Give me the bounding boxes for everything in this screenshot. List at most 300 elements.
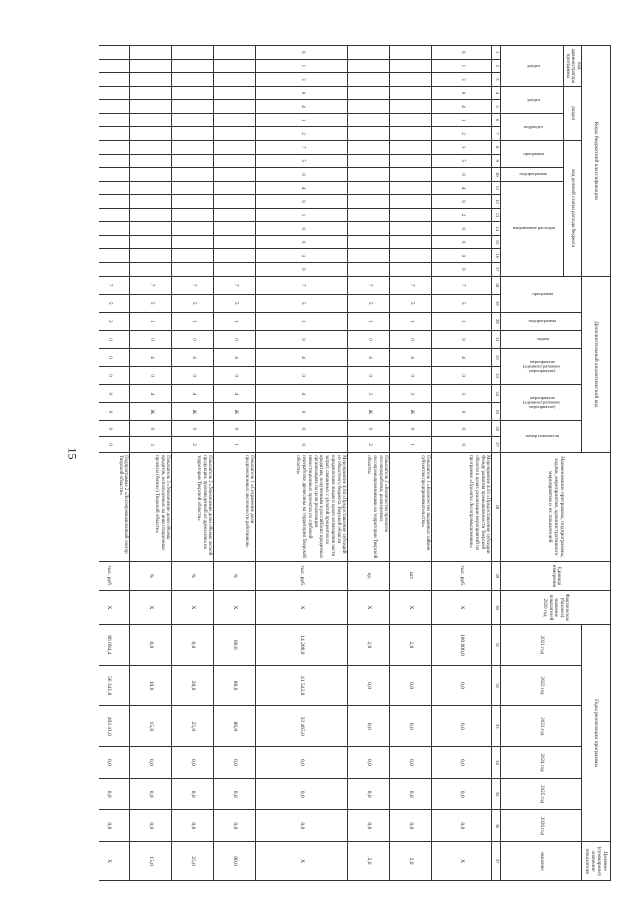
year-value: 0,0 bbox=[130, 747, 172, 779]
code-cell: 1 bbox=[432, 312, 492, 330]
code-cell bbox=[99, 100, 130, 114]
year-value: 0,0 bbox=[99, 778, 130, 810]
header-admin-code: код администратора программы bbox=[564, 46, 582, 87]
row-target-value: 2,0 bbox=[348, 842, 390, 881]
column-index: 13 bbox=[492, 208, 501, 222]
code-cell: 0 bbox=[99, 403, 130, 421]
column-index: 34 bbox=[492, 747, 501, 779]
header-admin-col: раздел bbox=[501, 46, 564, 87]
header-subprogram-pr: подпрограмма bbox=[501, 312, 582, 330]
code-cell bbox=[390, 73, 432, 87]
code-cell: 3 bbox=[256, 249, 348, 263]
code-cell: 0 bbox=[214, 330, 256, 348]
code-cell bbox=[214, 73, 256, 87]
code-cell bbox=[130, 263, 172, 277]
row-target-value: 15,0 bbox=[130, 842, 172, 881]
header-year-4: 2024 год bbox=[501, 747, 582, 779]
code-cell: 0 bbox=[256, 437, 348, 453]
column-index: 35 bbox=[492, 778, 501, 810]
year-value: 0,0 bbox=[99, 747, 130, 779]
code-cell bbox=[172, 127, 214, 141]
table-rotator bbox=[99, 45, 611, 881]
code-cell bbox=[130, 222, 172, 236]
year-value: 80,0 bbox=[214, 665, 256, 706]
code-cell bbox=[130, 168, 172, 182]
code-cell bbox=[214, 168, 256, 182]
header-razdel-col: раздел bbox=[501, 86, 564, 113]
column-index: 25 bbox=[492, 403, 501, 421]
year-value: 0,0 bbox=[172, 778, 214, 810]
code-cell bbox=[99, 181, 130, 195]
code-cell: 3 bbox=[256, 73, 348, 87]
code-cell: 1 bbox=[348, 312, 390, 330]
code-cell: Ж bbox=[214, 403, 256, 421]
year-value: 0,0 bbox=[172, 810, 214, 842]
row-base-value: X bbox=[130, 591, 172, 625]
code-cell: 7 bbox=[390, 276, 432, 294]
code-cell bbox=[214, 195, 256, 209]
year-value: 0,0 bbox=[432, 706, 492, 747]
code-cell: Ж bbox=[130, 403, 172, 421]
code-cell: 0 bbox=[432, 330, 492, 348]
code-cell: 0 bbox=[256, 86, 348, 100]
code-cell bbox=[348, 59, 390, 73]
code-cell: 2 bbox=[172, 437, 214, 453]
table-row bbox=[390, 46, 432, 881]
column-index: 3 bbox=[492, 73, 501, 87]
code-cell bbox=[99, 235, 130, 249]
code-cell: Ж bbox=[348, 403, 390, 421]
code-cell bbox=[348, 222, 390, 236]
table-row bbox=[256, 46, 348, 881]
code-cell: 0 bbox=[130, 421, 172, 437]
code-cell: 1 bbox=[214, 312, 256, 330]
code-cell bbox=[214, 222, 256, 236]
table-row bbox=[348, 46, 390, 881]
row-base-value: X bbox=[390, 591, 432, 625]
code-cell: 0 bbox=[390, 367, 432, 385]
header-years: Годы реализации программы bbox=[582, 624, 611, 841]
row-name: Показатель 1 «Количество выданных займов субъектам предпринимательства» bbox=[390, 453, 432, 562]
code-cell: 0 bbox=[432, 168, 492, 182]
column-index: 23 bbox=[492, 367, 501, 385]
row-unit: % bbox=[172, 561, 214, 590]
column-index: 24 bbox=[492, 385, 501, 403]
code-cell bbox=[214, 249, 256, 263]
row-base-value: X bbox=[99, 591, 130, 625]
code-cell: 4 bbox=[390, 348, 432, 366]
code-cell: 0 bbox=[432, 403, 492, 421]
header-year-3: 2023 год bbox=[501, 706, 582, 747]
year-value: 2,0 bbox=[348, 624, 390, 665]
code-cell bbox=[214, 113, 256, 127]
code-cell: 0 bbox=[256, 421, 348, 437]
row-unit: тыс. руб. bbox=[432, 561, 492, 590]
code-cell: 5 bbox=[214, 294, 256, 312]
code-cell: 0 bbox=[99, 437, 130, 453]
year-value: 403 41,0 bbox=[99, 706, 130, 747]
column-index: 15 bbox=[492, 235, 501, 249]
code-cell bbox=[130, 113, 172, 127]
code-cell: 3 bbox=[432, 140, 492, 154]
code-cell: 0 bbox=[432, 437, 492, 453]
row-base-value: X bbox=[256, 591, 348, 625]
column-index: 26 bbox=[492, 421, 501, 437]
code-cell: 1 bbox=[214, 437, 256, 453]
column-index: 31 bbox=[492, 624, 501, 665]
column-index: 29 bbox=[492, 561, 501, 590]
header-direction-col: направление расходов bbox=[501, 181, 564, 276]
code-cell bbox=[172, 100, 214, 114]
column-index: 27 bbox=[492, 437, 501, 453]
year-value: 0,0 bbox=[130, 810, 172, 842]
code-cell: 5 bbox=[130, 294, 172, 312]
code-cell: 4 bbox=[432, 100, 492, 114]
code-cell bbox=[99, 208, 130, 222]
year-value: 0,0 bbox=[390, 747, 432, 779]
column-index: 9 bbox=[492, 154, 501, 168]
code-cell: 5 bbox=[432, 154, 492, 168]
year-value: 20,0 bbox=[172, 665, 214, 706]
row-base-value: X bbox=[172, 591, 214, 625]
code-cell: 0 bbox=[432, 86, 492, 100]
header-budget-codes: Коды бюджетной классификации bbox=[582, 46, 611, 277]
code-cell bbox=[130, 140, 172, 154]
year-value: 0,0 bbox=[390, 665, 432, 706]
code-cell bbox=[390, 86, 432, 100]
year-value: 56 341,8 bbox=[99, 665, 130, 706]
column-index: 1 bbox=[492, 46, 501, 60]
code-cell: 0 bbox=[99, 421, 130, 437]
code-cell: 4 bbox=[130, 348, 172, 366]
code-cell bbox=[172, 140, 214, 154]
code-cell bbox=[172, 235, 214, 249]
code-cell: 5 bbox=[99, 294, 130, 312]
code-cell: 0 bbox=[432, 421, 492, 437]
column-index: 33 bbox=[492, 706, 501, 747]
column-index: 6 bbox=[492, 113, 501, 127]
column-index: 10 bbox=[492, 168, 501, 182]
code-cell bbox=[172, 59, 214, 73]
row-unit: % bbox=[214, 561, 256, 590]
code-cell bbox=[348, 208, 390, 222]
code-cell: 7 bbox=[214, 276, 256, 294]
column-index: 5 bbox=[492, 100, 501, 114]
code-cell: 0 bbox=[390, 421, 432, 437]
column-index: 18 bbox=[492, 276, 501, 294]
code-cell: 0 bbox=[214, 367, 256, 385]
column-index: 11 bbox=[492, 181, 501, 195]
code-cell bbox=[130, 127, 172, 141]
code-cell: 0 bbox=[256, 195, 348, 209]
code-cell bbox=[214, 140, 256, 154]
code-cell bbox=[99, 222, 130, 236]
code-cell: 7 bbox=[130, 276, 172, 294]
code-cell bbox=[130, 235, 172, 249]
code-cell bbox=[348, 46, 390, 60]
code-cell: 1 bbox=[256, 59, 348, 73]
code-cell: 0 bbox=[432, 249, 492, 263]
year-value: 0,0 bbox=[348, 778, 390, 810]
code-cell: 5 bbox=[348, 294, 390, 312]
row-unit: тыс. руб. bbox=[256, 561, 348, 590]
year-value: 25,0 bbox=[172, 706, 214, 747]
row-unit: шт. bbox=[390, 561, 432, 590]
code-cell bbox=[99, 263, 130, 277]
code-cell: 3 bbox=[130, 437, 172, 453]
column-index: 36 bbox=[492, 810, 501, 842]
column-index: 32 bbox=[492, 665, 501, 706]
code-cell bbox=[348, 263, 390, 277]
code-cell bbox=[130, 195, 172, 209]
code-cell bbox=[348, 181, 390, 195]
code-cell bbox=[348, 195, 390, 209]
year-value: 15,0 bbox=[130, 706, 172, 747]
code-cell: 1 bbox=[172, 312, 214, 330]
row-base-value: X bbox=[214, 591, 256, 625]
code-cell: 3 bbox=[390, 385, 432, 403]
year-value: 0,0 bbox=[348, 747, 390, 779]
code-cell bbox=[99, 195, 130, 209]
code-cell bbox=[172, 208, 214, 222]
code-cell: 0 bbox=[214, 421, 256, 437]
code-cell: 0 bbox=[432, 222, 492, 236]
code-cell bbox=[172, 263, 214, 277]
code-cell: 0 bbox=[256, 168, 348, 182]
year-value: 0,0 bbox=[432, 778, 492, 810]
year-value: 41 542,8 bbox=[256, 665, 348, 706]
code-cell: 0 bbox=[256, 235, 348, 249]
code-cell bbox=[214, 100, 256, 114]
code-cell bbox=[390, 140, 432, 154]
code-cell: 1 bbox=[256, 113, 348, 127]
code-cell bbox=[130, 46, 172, 60]
code-cell bbox=[99, 249, 130, 263]
row-name: Показатель 3 «Увеличение доли объема кредитов, используемых на инвестиционные проекты (бизнес) Тверской области» bbox=[130, 453, 172, 562]
column-index: 2 bbox=[492, 59, 501, 73]
code-cell: 1 bbox=[390, 437, 432, 453]
code-cell: 0 bbox=[172, 330, 214, 348]
code-cell bbox=[390, 127, 432, 141]
code-cell: 7 bbox=[432, 276, 492, 294]
column-index: 17 bbox=[492, 263, 501, 277]
year-value: 0,0 bbox=[348, 810, 390, 842]
code-cell bbox=[99, 59, 130, 73]
row-unit: % bbox=[130, 561, 172, 590]
code-cell bbox=[172, 249, 214, 263]
header-year-5: 2025 год bbox=[501, 778, 582, 810]
code-cell bbox=[390, 222, 432, 236]
code-cell: 0 bbox=[99, 367, 130, 385]
code-cell bbox=[214, 208, 256, 222]
code-cell bbox=[348, 100, 390, 114]
column-index: 7 bbox=[492, 127, 501, 141]
code-cell: 7 bbox=[99, 276, 130, 294]
page-number: 15 bbox=[65, 447, 80, 460]
code-cell bbox=[390, 263, 432, 277]
code-cell: 0 bbox=[99, 330, 130, 348]
code-cell bbox=[390, 168, 432, 182]
header-name: Наименование программы, подпрограммы, задачи, мероприятия, административного мероприятия и их показателей bbox=[501, 453, 611, 562]
code-cell: 1 bbox=[256, 208, 348, 222]
code-cell: 5 bbox=[390, 294, 432, 312]
code-cell bbox=[172, 113, 214, 127]
code-cell: 0 bbox=[256, 403, 348, 421]
year-value: 0,0 bbox=[256, 747, 348, 779]
row-name: Подпрограмма 2 «Лесопромышленный сектор Тверской области» bbox=[99, 453, 130, 562]
year-value: 0,0 bbox=[256, 810, 348, 842]
code-cell: 7 bbox=[256, 140, 348, 154]
row-target-value: 25,0 bbox=[172, 842, 214, 881]
code-cell bbox=[348, 73, 390, 87]
year-value: 0,0 bbox=[390, 810, 432, 842]
year-value: 0,0 bbox=[348, 706, 390, 747]
code-cell bbox=[130, 249, 172, 263]
table-body bbox=[99, 46, 492, 881]
code-cell: 3 bbox=[348, 385, 390, 403]
code-cell: 0 bbox=[256, 222, 348, 236]
year-value: 0,0 bbox=[172, 624, 214, 665]
code-cell bbox=[172, 46, 214, 60]
code-cell: 0 bbox=[348, 367, 390, 385]
code-cell bbox=[214, 154, 256, 168]
code-cell: 4 bbox=[256, 181, 348, 195]
code-cell: 0 bbox=[432, 367, 492, 385]
year-value: 2,0 bbox=[390, 624, 432, 665]
code-cell bbox=[172, 86, 214, 100]
code-cell bbox=[348, 168, 390, 182]
code-cell: 4 bbox=[214, 348, 256, 366]
code-cell: 0 bbox=[348, 421, 390, 437]
header-subprogram-col: подпрограмма bbox=[501, 168, 564, 182]
year-value: 0,0 bbox=[390, 706, 432, 747]
code-cell: 0 bbox=[130, 367, 172, 385]
code-cell: 0 bbox=[432, 235, 492, 249]
code-cell: 0 bbox=[256, 46, 348, 60]
code-cell: 0 bbox=[256, 263, 348, 277]
code-cell bbox=[390, 154, 432, 168]
code-cell bbox=[390, 235, 432, 249]
code-cell bbox=[99, 127, 130, 141]
code-cell: 0 bbox=[99, 385, 130, 403]
code-cell bbox=[130, 100, 172, 114]
header-program-pr: программа bbox=[501, 276, 582, 312]
code-cell: 4 bbox=[256, 385, 348, 403]
header-program-col: программа bbox=[501, 140, 564, 167]
code-cell bbox=[172, 154, 214, 168]
code-cell bbox=[390, 59, 432, 73]
header-target: Целевое (суммарное) значение показателя bbox=[582, 842, 611, 881]
table-row bbox=[130, 46, 172, 881]
code-cell bbox=[99, 46, 130, 60]
code-cell bbox=[390, 181, 432, 195]
header-task: задача bbox=[501, 330, 582, 348]
code-cell bbox=[172, 222, 214, 236]
code-cell bbox=[130, 181, 172, 195]
year-value: 33 465,0 bbox=[256, 706, 348, 747]
row-name: Мероприятие 4.04 «Предоставление субсидий из областного бюджета Тверской области юридическим лицам в целях возмещения части затрат, связанных с уплатой процентов по кредитам, полученным в российских кредитных организациях на цели реализации инвестиционных проектов по глубокой переработке древесины на территории Тверской области» bbox=[256, 453, 348, 562]
column-index: 8 bbox=[492, 140, 501, 154]
year-value: 14 200,0 bbox=[256, 624, 348, 665]
column-index-row bbox=[492, 46, 501, 881]
code-cell: 0 bbox=[256, 330, 348, 348]
code-cell bbox=[130, 154, 172, 168]
code-cell: 0 bbox=[256, 367, 348, 385]
code-cell bbox=[214, 181, 256, 195]
header-razdel: раздел bbox=[564, 86, 582, 140]
code-cell bbox=[348, 249, 390, 263]
column-index: 20 bbox=[492, 312, 501, 330]
code-cell: 0 bbox=[432, 263, 492, 277]
year-value: 0,0 bbox=[348, 665, 390, 706]
code-cell: 5 bbox=[256, 154, 348, 168]
code-cell: 4 bbox=[432, 181, 492, 195]
header-event: мероприятие (административное мероприятие) bbox=[501, 348, 582, 384]
code-cell bbox=[214, 46, 256, 60]
row-target-value: X bbox=[432, 842, 492, 881]
code-cell: 7 bbox=[256, 276, 348, 294]
code-cell: 2 bbox=[432, 208, 492, 222]
code-cell: 4 bbox=[172, 385, 214, 403]
code-cell bbox=[130, 59, 172, 73]
code-cell bbox=[172, 195, 214, 209]
code-cell: 1 bbox=[130, 312, 172, 330]
code-cell: Ж bbox=[390, 403, 432, 421]
row-base-value: X bbox=[348, 591, 390, 625]
row-unit: ед. bbox=[348, 561, 390, 590]
code-cell: 4 bbox=[214, 385, 256, 403]
year-value: 0,0 bbox=[390, 778, 432, 810]
table-row bbox=[172, 46, 214, 881]
code-cell: 5 bbox=[256, 294, 348, 312]
code-cell: 0 bbox=[172, 421, 214, 437]
header-indicator-num: номер показателя bbox=[501, 421, 582, 453]
code-cell bbox=[214, 86, 256, 100]
code-cell: 1 bbox=[432, 113, 492, 127]
year-value: 80,0 bbox=[214, 624, 256, 665]
code-cell: 5 bbox=[172, 294, 214, 312]
code-cell bbox=[348, 127, 390, 141]
code-cell bbox=[172, 73, 214, 87]
code-cell: 0 bbox=[99, 348, 130, 366]
code-cell: 1 bbox=[432, 59, 492, 73]
column-index: 4 bbox=[492, 86, 501, 100]
code-cell: 3 bbox=[432, 385, 492, 403]
header-unit: Единица измерения bbox=[501, 561, 611, 590]
code-cell: 7 bbox=[172, 276, 214, 294]
year-value: 0,0 bbox=[432, 747, 492, 779]
code-cell: 4 bbox=[172, 348, 214, 366]
code-cell: 4 bbox=[432, 348, 492, 366]
year-value: 10,0 bbox=[130, 665, 172, 706]
code-cell bbox=[130, 208, 172, 222]
code-cell: 3 bbox=[432, 73, 492, 87]
row-name: Мероприятие 4.03 «Предоставление субсидии Фонду развития промышленности Тверской области в целях реализации мероприятий по программе «Проекты Лесопромышленник» bbox=[432, 453, 492, 562]
year-value: 0,0 bbox=[256, 778, 348, 810]
row-unit: тыс. руб. bbox=[99, 561, 130, 590]
code-cell bbox=[99, 168, 130, 182]
code-cell bbox=[99, 140, 130, 154]
code-cell: 2 bbox=[99, 312, 130, 330]
code-cell: 4 bbox=[130, 385, 172, 403]
code-cell: 0 bbox=[432, 46, 492, 60]
column-index: 14 bbox=[492, 222, 501, 236]
table-row bbox=[214, 46, 256, 881]
code-cell: 0 bbox=[130, 330, 172, 348]
code-cell: 4 bbox=[256, 100, 348, 114]
header-year-6: 2026 год bbox=[501, 810, 582, 842]
row-base-value: X bbox=[432, 591, 492, 625]
